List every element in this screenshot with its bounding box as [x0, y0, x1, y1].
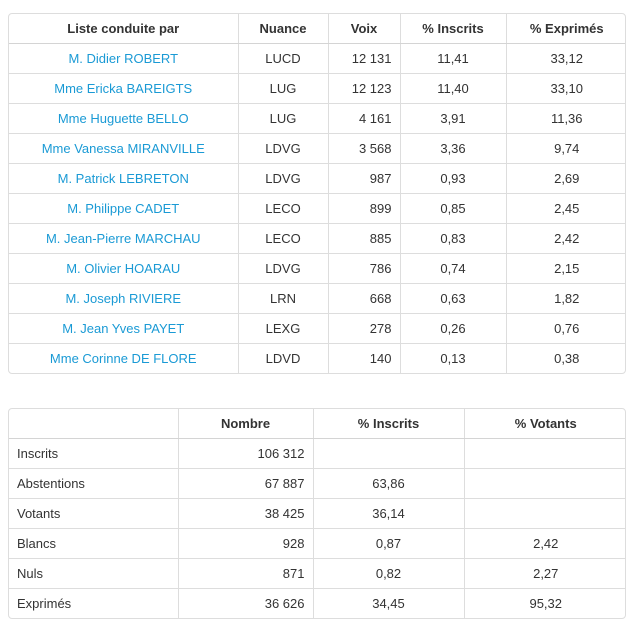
candidate-link[interactable]: M. Jean-Pierre MARCHAU: [45, 231, 201, 246]
voix-cell: 987: [328, 164, 400, 194]
participation-label-cell: Abstentions: [9, 469, 178, 499]
pct-votants-cell: [464, 439, 626, 469]
candidate-link[interactable]: Mme Huguette BELLO: [57, 111, 189, 126]
pct-exprimes-cell: 2,15: [506, 254, 626, 284]
pct-exprimes-cell: 2,45: [506, 194, 626, 224]
participation-header-empty: [9, 409, 178, 439]
results-table-row: [9, 254, 626, 284]
pct-inscrits-cell: 0,74: [400, 254, 506, 284]
candidate-link[interactable]: M. Patrick LEBRETON: [57, 171, 189, 186]
pct-inscrits-cell: 0,83: [400, 224, 506, 254]
pct-exprimes-cell: 0,38: [506, 344, 626, 374]
participation-table-row: [9, 559, 626, 589]
participation-table: [9, 409, 626, 618]
results-table-row: [9, 164, 626, 194]
results-table-row: [9, 344, 626, 374]
pct-votants-cell: 95,32: [464, 589, 626, 619]
candidate-link[interactable]: M. Didier ROBERT: [68, 51, 179, 66]
results-header-row: [9, 14, 626, 44]
pct-inscrits-cell: [313, 439, 464, 469]
pct-inscrits-cell: 63,86: [313, 469, 464, 499]
voix-cell: 12 123: [328, 74, 400, 104]
nombre-cell: 928: [178, 529, 313, 559]
pct-inscrits-cell: 3,91: [400, 104, 506, 134]
pct-exprimes-cell: 2,69: [506, 164, 626, 194]
voix-cell: 278: [328, 314, 400, 344]
pct-inscrits-cell: 34,45: [313, 589, 464, 619]
participation-label-cell: Inscrits: [17, 446, 59, 461]
results-header-pct-exprimes: % Exprimés: [506, 14, 626, 44]
pct-exprimes-cell: 9,74: [506, 134, 626, 164]
nuance-cell: LDVD: [238, 344, 328, 374]
participation-label-cell: Nuls: [9, 559, 178, 589]
nuance-cell: LDVG: [238, 134, 328, 164]
participation-table-container: [8, 408, 626, 619]
results-table-row: [9, 314, 626, 344]
pct-votants-cell: 2,42: [464, 529, 626, 559]
voix-cell: 140: [328, 344, 400, 374]
results-table-row: [9, 44, 626, 74]
pct-votants-cell: [464, 499, 626, 529]
nuance-cell: LUCD: [238, 44, 328, 74]
voix-cell: 668: [328, 284, 400, 314]
pct-exprimes-cell: 33,12: [506, 44, 626, 74]
participation-table-row: [9, 529, 626, 559]
results-table-row: [9, 284, 626, 314]
voix-cell: 4 161: [328, 104, 400, 134]
pct-inscrits-cell: 36,14: [313, 499, 464, 529]
results-header-voix: Voix: [328, 14, 400, 44]
pct-inscrits-cell: 0,63: [400, 284, 506, 314]
nombre-cell: 67 887: [178, 469, 313, 499]
pct-inscrits-cell: 11,41: [400, 44, 506, 74]
participation-table-row: [9, 589, 626, 619]
pct-votants-cell: 2,27: [464, 559, 626, 589]
nuance-cell: LEXG: [238, 314, 328, 344]
pct-votants-cell: [464, 469, 626, 499]
results-table-container: [8, 13, 626, 374]
results-header-liste: Liste conduite par: [9, 14, 238, 44]
participation-label-cell: Votants: [9, 499, 178, 529]
nuance-cell: LUG: [238, 104, 328, 134]
pct-exprimes-cell: 0,76: [506, 314, 626, 344]
pct-exprimes-cell: 11,36: [506, 104, 626, 134]
candidate-link[interactable]: M. Jean Yves PAYET: [62, 321, 185, 336]
participation-table-row: [9, 439, 626, 469]
results-header-nuance: Nuance: [238, 14, 328, 44]
candidate-link[interactable]: Mme Vanessa MIRANVILLE: [41, 141, 205, 156]
pct-inscrits-cell: 11,40: [400, 74, 506, 104]
pct-inscrits-cell: 0,85: [400, 194, 506, 224]
nombre-cell: 38 425: [178, 499, 313, 529]
nombre-cell: 36 626: [178, 589, 313, 619]
nombre-cell: 106 312: [178, 439, 313, 469]
nuance-cell: LRN: [238, 284, 328, 314]
participation-table-row: [9, 469, 626, 499]
results-table-row: [9, 134, 626, 164]
pct-inscrits-cell: 3,36: [400, 134, 506, 164]
pct-exprimes-cell: 1,82: [506, 284, 626, 314]
results-header-pct-inscrits: % Inscrits: [400, 14, 506, 44]
nuance-cell: LDVG: [238, 254, 328, 284]
participation-header-pct-inscrits: % Inscrits: [313, 409, 464, 439]
voix-cell: 786: [328, 254, 400, 284]
pct-inscrits-cell: 0,13: [400, 344, 506, 374]
nuance-cell: LECO: [238, 194, 328, 224]
results-table-row: [9, 224, 626, 254]
pct-inscrits-cell: 0,26: [400, 314, 506, 344]
results-table: [9, 14, 626, 373]
nuance-cell: LDVG: [238, 164, 328, 194]
pct-inscrits-cell: 0,93: [400, 164, 506, 194]
participation-header-row: [9, 409, 626, 439]
participation-label-cell: Exprimés: [9, 589, 178, 619]
pct-exprimes-cell: 33,10: [506, 74, 626, 104]
pct-inscrits-cell: 0,82: [313, 559, 464, 589]
voix-cell: 899: [328, 194, 400, 224]
candidate-link[interactable]: M. Joseph RIVIERE: [65, 291, 182, 306]
participation-table-row: [9, 499, 626, 529]
voix-cell: 885: [328, 224, 400, 254]
results-table-row: [9, 74, 626, 104]
results-table-row: [9, 104, 626, 134]
candidate-link[interactable]: M. Philippe CADET: [67, 201, 180, 216]
voix-cell: 12 131: [328, 44, 400, 74]
participation-header-nombre: Nombre: [178, 409, 313, 439]
nuance-cell: LECO: [238, 224, 328, 254]
pct-inscrits-cell: 0,87: [313, 529, 464, 559]
nuance-cell: LUG: [238, 74, 328, 104]
candidate-link[interactable]: Mme Ericka BAREIGTS: [54, 81, 193, 96]
nombre-cell: 871: [178, 559, 313, 589]
candidate-link[interactable]: M. Olivier HOARAU: [66, 261, 181, 276]
participation-header-pct-votants: % Votants: [464, 409, 626, 439]
candidate-link[interactable]: Mme Corinne DE FLORE: [49, 351, 197, 366]
pct-exprimes-cell: 2,42: [506, 224, 626, 254]
results-table-row: [9, 194, 626, 224]
participation-label-cell: Blancs: [9, 529, 178, 559]
voix-cell: 3 568: [328, 134, 400, 164]
